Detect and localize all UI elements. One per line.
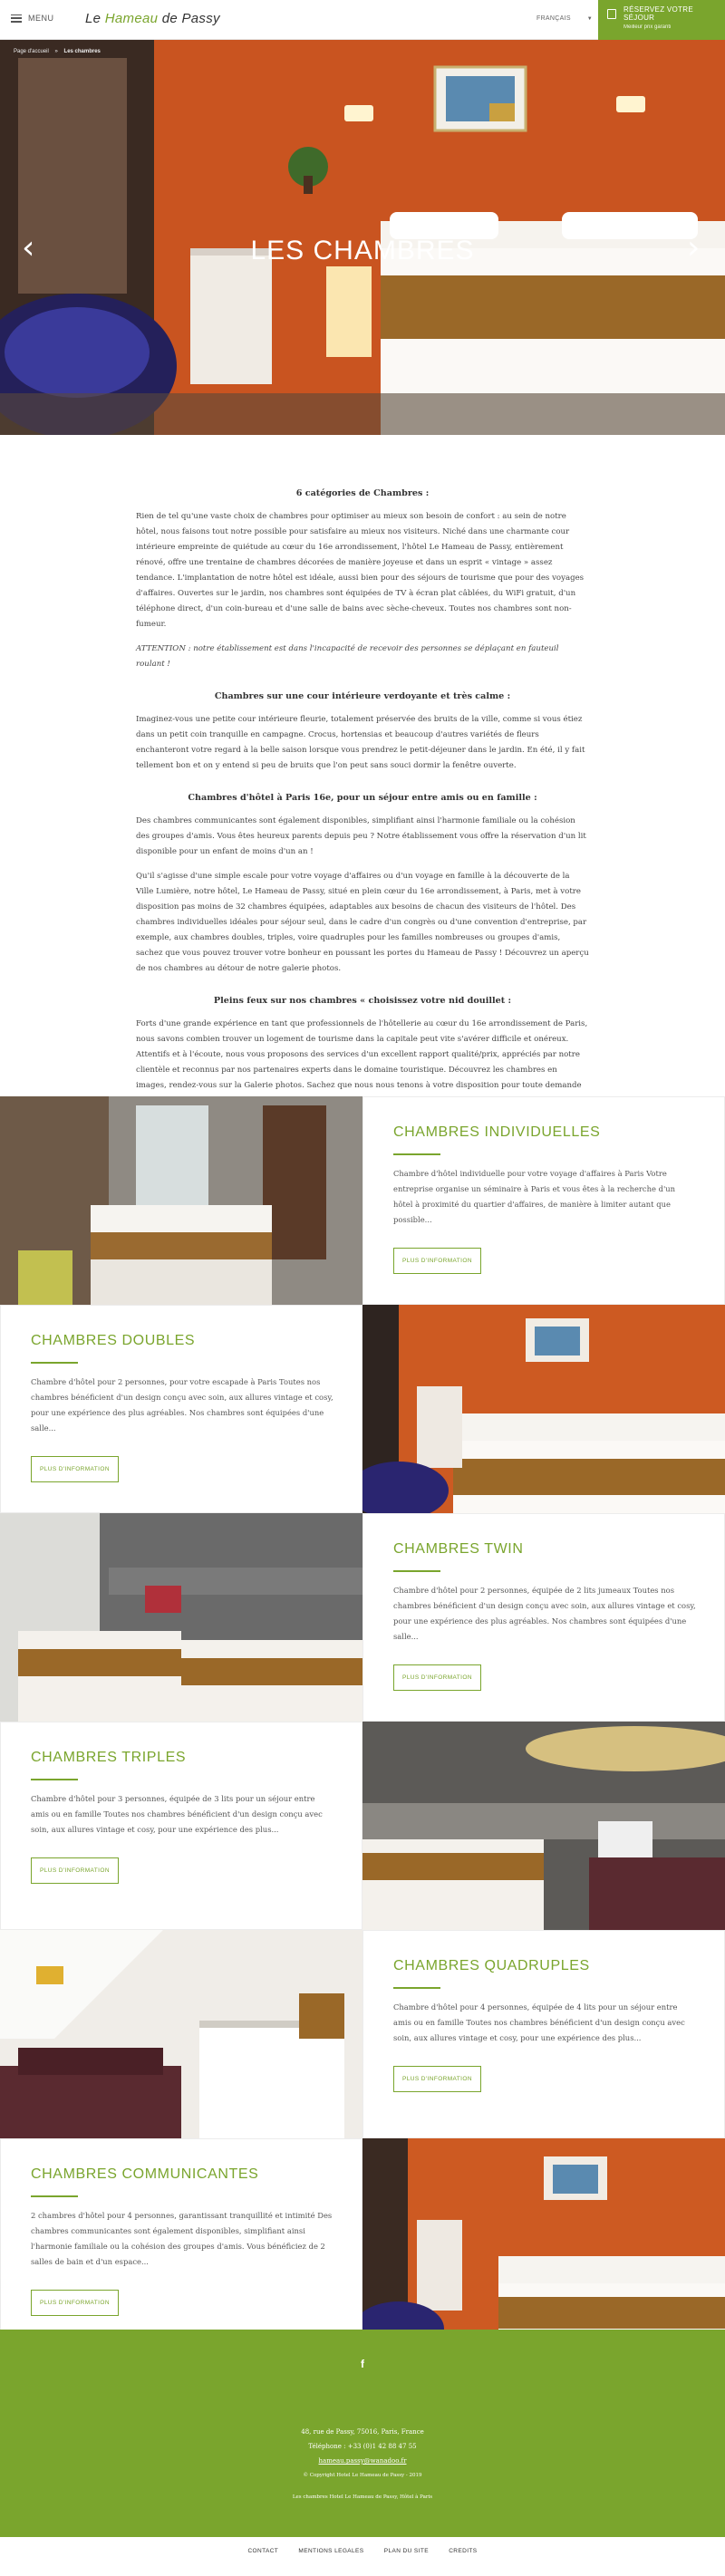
facebook-icon[interactable]: f: [361, 2358, 364, 2370]
book-subtitle: Meilleur prix garanti: [624, 24, 672, 30]
room-description: Chambre d'hôtel individuelle pour votre voyage d'affaires à Paris Votre entreprise organise un séminaire à Paris et vous êtes à la recherche d'un hôtel à proximité du quartier d'affaires, de manière à limiter autant que possible...: [393, 1168, 676, 1224]
book-stay-button[interactable]: [598, 0, 725, 40]
room-description: Chambre d'hôtel pour 3 personnes, équipée de 3 lits pour un séjour entre amis ou en famille Toutes nos chambres bénéficient d'un design conçu avec soin, aux allures vintage et cosy, pour une expérience des plus...: [31, 1793, 323, 1834]
room-card-twin: [0, 1513, 725, 1722]
intro-content: [136, 486, 589, 1118]
more-info-button[interactable]: PLUS D'INFORMATION: [31, 2290, 119, 2316]
more-info-button[interactable]: PLUS D'INFORMATION: [31, 1857, 119, 1884]
breadcrumb-current: Les chambres: [63, 49, 101, 54]
chevron-left-icon[interactable]: ‹: [22, 229, 35, 266]
book-title-2: SÉJOUR: [624, 14, 655, 22]
room-card-communicantes: [0, 2138, 725, 2347]
room-info: [0, 1722, 362, 1930]
footer-tagline: Les chambres Hotel Le Hameau de Passy, Hôtel à Paris: [292, 2494, 433, 2500]
site-footer: [0, 2330, 725, 2537]
paragraph: Forts d'une grande expérience en tant que professionnels de l'hôtellerie au cœur du 16e arrondissement de Paris, nous savons combien trouver un logement de tourisme dans la capitale peut vite s'avérer difficile et onéreux. Attentifs et à l'écoute, nous vous proposons des services d'un excellent rapport qualité/prix, appréciés par notre clientèle et reconnus par nos partenaires experts dans le domaine touristique. Découvrez les chambres en images, rendez-vous sur la Galerie photos. Sachez que nous nous tenons à votre disposition pour toute demande: [136, 1019, 588, 1090]
menu-label: MENU: [28, 14, 54, 23]
chevron-right-icon[interactable]: ›: [687, 229, 701, 266]
room-info: [0, 2138, 362, 2347]
book-title-1: RÉSERVEZ VOTRE: [624, 5, 693, 14]
room-title[interactable]: CHAMBRES TRIPLES: [31, 1750, 187, 1765]
room-categories: [0, 1096, 725, 2347]
footer-email[interactable]: hameau.passy@wanadoo.fr: [318, 2457, 407, 2465]
chevron-down-icon: ▼: [586, 16, 594, 22]
room-title[interactable]: CHAMBRES QUADRUPLES: [393, 1958, 590, 1973]
paragraph: Rien de tel qu'une vaste choix de chambres pour optimiser au mieux son besoin de confort : au sein de notre hôtel, nous faisons tout notre possible pour satisfaire au mieux nos visiteurs. Niché dans une charmante cour intérieure empreinte de quiétude au cœur du 16e arrondissement, l'hôtel Le Hameau de Passy, entièrement rénové, offre une trentaine de chambres décorées de manière joyeuse et dans un esprit « vintage » assez tendance. L'implantation de notre hôtel est idéale, aussi bien pour des séjours de tourisme que pour des voyages d'affaires. Ouvertes sur le jardin, nos chambres sont équipées de TV à écran plat câblées, du WiFi gratuit, d'un téléphone direct, d'un coin-bureau et d'une salle de bains avec sèche-cheveux. Toutes nos chambres sont non-fumeur.: [136, 512, 585, 629]
section-heading: 6 catégories de Chambres :: [295, 488, 430, 498]
logo-accent: Hameau: [104, 11, 159, 26]
room-title[interactable]: CHAMBRES COMMUNICANTES: [31, 2166, 259, 2182]
link-sitemap[interactable]: PLAN DU SITE: [383, 2548, 429, 2554]
menu-button[interactable]: [11, 14, 54, 23]
more-info-button[interactable]: PLUS D'INFORMATION: [393, 2066, 481, 2092]
room-photo[interactable]: [362, 1305, 725, 1513]
room-photo[interactable]: [0, 1513, 362, 1722]
paragraph: Imaginez-vous une petite cour intérieure fleurie, totalement préservée des bruits de la ville, comme si vous étiez dans un petit coin tranquille en campagne. Crocus, hortensias et beaucoup d'autres variétés de fleurs enchanteront votre regard à la belle saison lorsque vous prendrez le petit-déjeuner dans le jardin. En été, il y fait tellement bon et on y entend si peu de bruits que l'on peut sans souci dormir la fenêtre ouverte.: [136, 715, 585, 770]
room-description: 2 chambres d'hôtel pour 4 personnes, garantissant tranquillité et intimité Des chambres communicantes sont également disponibles, simplifiant ainsi l'harmonie familiale ou la cohésion des groupes d'amis. Vous bénéficiez de 2 salles de bain et d'un espace...: [31, 2210, 333, 2266]
paragraph: Des chambres communicantes sont également disponibles, simplifiant ainsi l'harmonie familiale ou la cohésion des groupes d'amis. Vous êtes heureux parents depuis peu ? Notre établissement vous offre la réservation d'un lit disponible pour un enfant de moins d'un an !: [136, 816, 586, 856]
breadcrumb: [14, 49, 101, 54]
hamburger-icon: [11, 14, 22, 23]
room-description: Chambre d'hôtel pour 4 personnes, équipée de 4 lits pour un séjour entre amis ou en famille Toutes nos chambres bénéficient d'un design conçu avec soin, aux allures vintage et cosy, pour une expérience des plus...: [393, 2002, 685, 2042]
breadcrumb-home[interactable]: Page d'accueil: [14, 49, 49, 54]
room-title[interactable]: CHAMBRES DOUBLES: [31, 1333, 196, 1348]
divider: [31, 1362, 78, 1364]
room-card-triples: [0, 1722, 725, 1930]
room-card-doubles: [0, 1305, 725, 1513]
link-contact[interactable]: CONTACT: [247, 2548, 279, 2554]
footer-phone[interactable]: Téléphone : +33 (0)1 42 88 47 55: [308, 2443, 417, 2450]
hero-banner: [0, 40, 725, 435]
room-description: Chambre d'hôtel pour 2 personnes, équipée de 2 lits jumeaux Toutes nos chambres bénéficient d'un design conçu avec soin, aux allures vintage et cosy, pour une expérience des plus agréables. Nos chambres sont équipées d'une salle...: [393, 1585, 696, 1641]
section-heading: Pleins feux sur nos chambres « choisissez votre nid douillet :: [213, 996, 512, 1006]
room-title[interactable]: CHAMBRES INDIVIDUELLES: [393, 1124, 601, 1140]
language-label: FRANÇAIS: [536, 15, 571, 22]
room-photo[interactable]: [0, 1930, 362, 2138]
link-credits[interactable]: CREDITS: [449, 2548, 478, 2554]
room-info: [362, 1930, 725, 2138]
divider: [31, 1779, 78, 1780]
page-title: LES CHAMBRES: [250, 236, 475, 265]
calendar-icon: [607, 9, 616, 19]
room-card-quadruples: [0, 1930, 725, 2138]
bottom-links: [0, 2548, 725, 2554]
site-logo[interactable]: [85, 11, 220, 26]
section-heading: Chambres d'hôtel à Paris 16e, pour un séjour entre amis ou en famille :: [188, 793, 537, 803]
room-photo[interactable]: [362, 1722, 725, 1930]
room-card-individuelles: [0, 1096, 725, 1305]
room-photo[interactable]: [0, 1096, 362, 1305]
more-info-button[interactable]: PLUS D'INFORMATION: [31, 1456, 119, 1482]
link-legal[interactable]: MENTIONS LEGALES: [298, 2548, 364, 2554]
divider: [393, 1153, 440, 1155]
room-info: [362, 1096, 725, 1305]
room-info: [362, 1513, 725, 1722]
section-heading: Chambres sur une cour intérieure verdoyante et très calme :: [214, 691, 511, 701]
room-info: [0, 1305, 362, 1513]
footer-copyright: © Copyright Hotel Le Hameau de Passy - 2019: [303, 2473, 422, 2478]
more-info-button[interactable]: PLUS D'INFORMATION: [393, 1248, 481, 1274]
room-description: Chambre d'hôtel pour 2 personnes, pour votre escapade à Paris Toutes nos chambres bénéficient d'un design conçu avec soin, aux allures vintage et cosy, pour une expérience des plus agréables. Nos chambres sont équipées d'une salle...: [31, 1376, 334, 1433]
more-info-button[interactable]: PLUS D'INFORMATION: [393, 1664, 481, 1691]
divider: [31, 2195, 78, 2197]
paragraph: Qu'il s'agisse d'une simple escale pour votre voyage d'affaires ou d'un voyage en famille à la découverte de la Ville Lumière, notre hôtel, Le Hameau de Passy, situé en plein cœur du 16e arrondissement, à Paris, met à votre disposition pas moins de 32 chambres équipées, adaptables aux besoins de chacun des visiteurs de l'hôtel. Des chambres individuelles idéales pour séjour seul, dans le cadre d'un congrès ou d'une convention d'entreprise, par exemple, aux chambres doubles, triples, voire quadruples pour les familles nombreuses ou groupes d'amis, sachez que vous pouvez trouver votre bonheur en poussant les portes du Hameau de Passy ! Découvrez un aperçu de nos chambres au détour de notre galerie photos.: [136, 872, 589, 973]
footer-address: 48, rue de Passy, 75016, Paris, France: [301, 2428, 424, 2436]
room-photo[interactable]: [362, 2138, 725, 2347]
logo-suffix: de Passy: [158, 11, 220, 26]
room-title[interactable]: CHAMBRES TWIN: [393, 1541, 524, 1557]
divider: [393, 1570, 440, 1572]
warning-paragraph: ATTENTION : notre établissement est dans l'incapacité de recevoir des personnes se déplaçant en fauteuil roulant !: [136, 644, 559, 669]
language-selector[interactable]: [536, 15, 593, 22]
breadcrumb-separator: »: [54, 49, 58, 54]
divider: [393, 1987, 440, 1989]
logo-prefix: Le: [85, 11, 105, 26]
top-header: [0, 0, 725, 40]
